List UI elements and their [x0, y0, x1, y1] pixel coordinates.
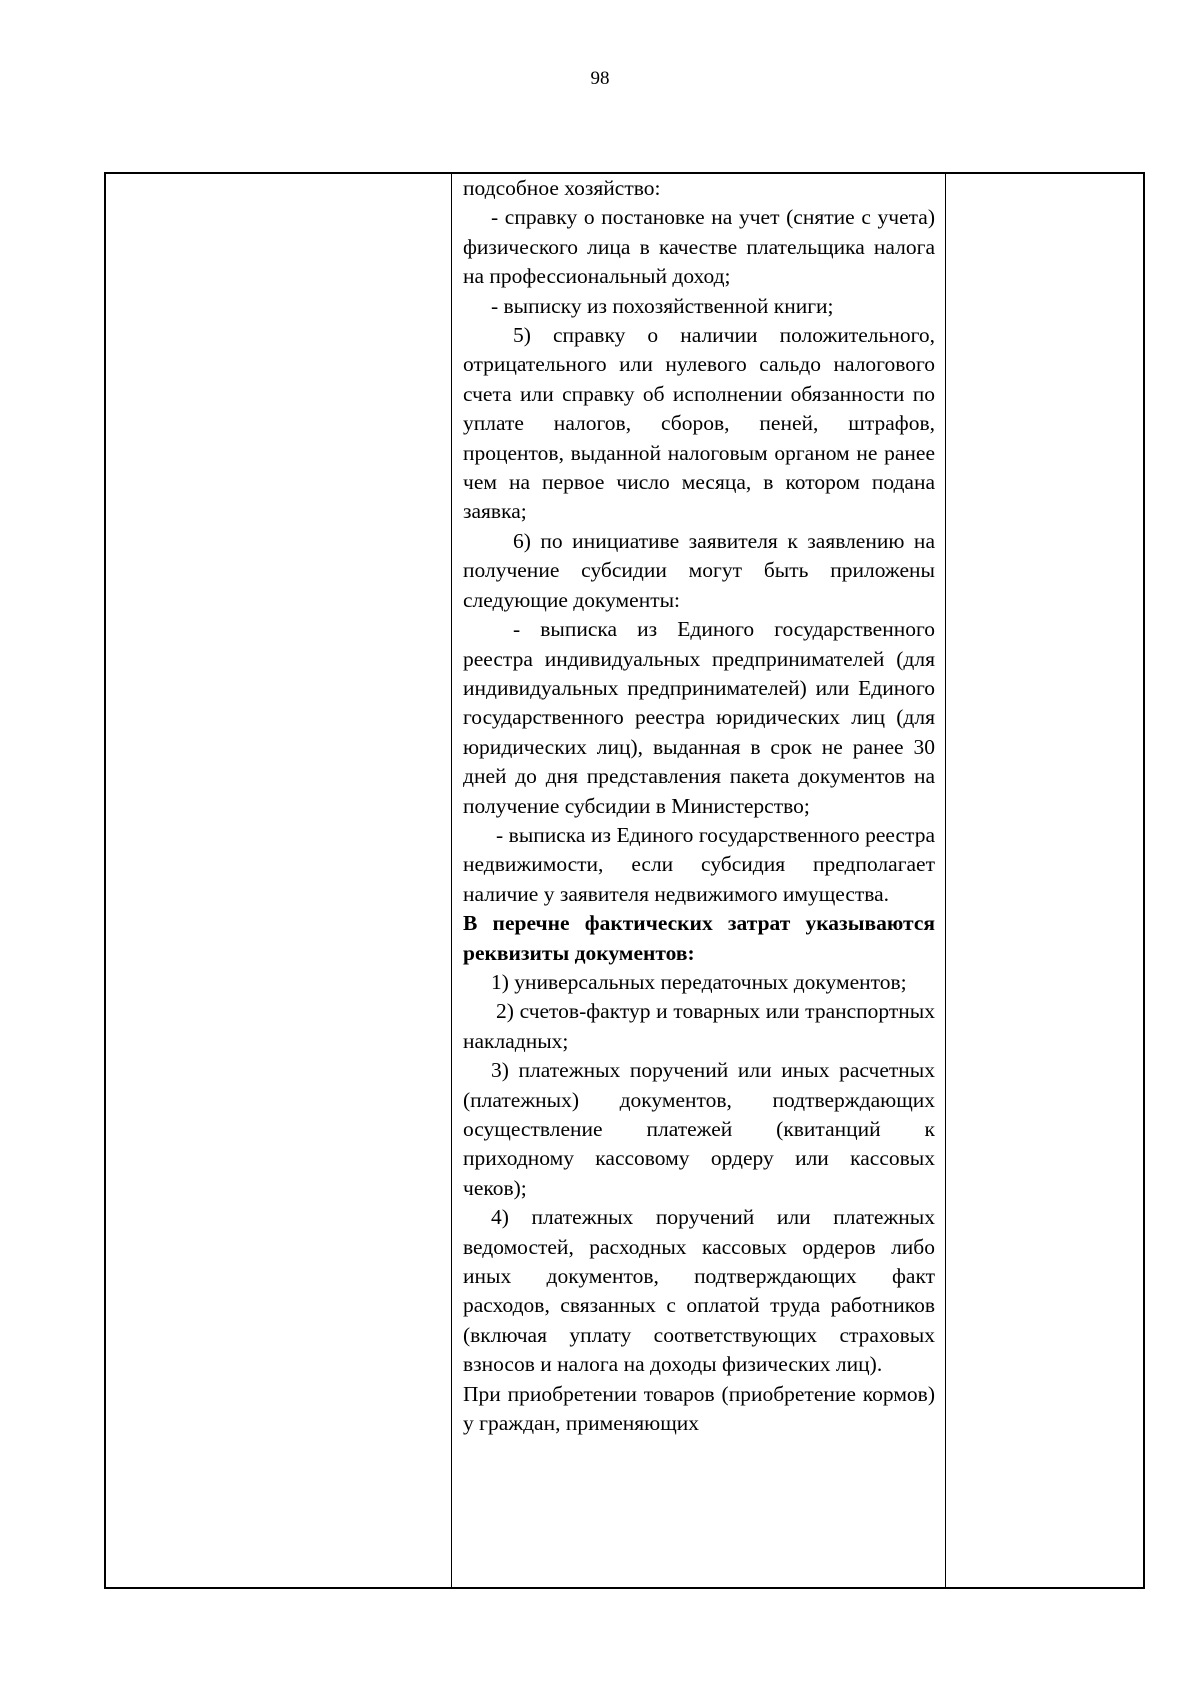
table-cell-right: [946, 174, 1143, 1587]
paragraph-continuation: подсобное хозяйство:: [463, 176, 661, 200]
document-table: [104, 172, 1145, 1589]
paragraph-item-6: 6) по инициативе заявителя к заявлению на получение субсидии могут быть приложены следующие документы:: [463, 528, 935, 612]
paragraph-item-5: 5) справку о наличии положительного, отрицательного или нулевого сальдо налогового счета или справку об исполнении обязанности по уплате налогов, сборов, пеней, штрафов, процентов, выданной налоговым органом не ранее чем на первое число месяца, в котором подана заявка;: [463, 323, 935, 524]
paragraph-tax-registration: - справку о постановке на учет (снятие с учета) физического лица в качестве плательщика налога на профессиональный доход;: [463, 205, 935, 289]
paragraph-purchase: При приобретении товаров (приобретение кормов) у граждан, применяющих: [463, 1381, 935, 1436]
paragraph-bold-heading: В перечне фактических затрат указываются реквизиты документов:: [463, 911, 935, 965]
table-cell-middle: [452, 174, 946, 1587]
table-cell-left: [106, 174, 452, 1587]
paragraph-doc-4: 4) платежных поручений или платежных ведомостей, расходных кассовых ордеров либо иных документов, подтверждающих факт расходов, связанных с оплатой труда работников (включая уплату соответствующих страховых взносов и налога на доходы физических лиц).: [463, 1205, 935, 1377]
paragraph-egrn-extract: - выписка из Единого государственного реестра недвижимости, если субсидия предполагает наличие у заявителя недвижимого имущества.: [463, 822, 935, 906]
paragraph-doc-2: 2) счетов-фактур и товарных или транспортных накладных;: [463, 999, 935, 1053]
paragraph-egrip-extract: - выписка из Единого государственного реестра индивидуальных предпринимателей (для индивидуальных предпринимателей) или Единого государственного реестра юридических лиц (для юридических лиц), выданная в срок не ранее 30 дней до дня представления пакета документов на получение субсидии в Министерство;: [463, 617, 935, 818]
paragraph-household-book: - выписку из похозяйственной книги;: [491, 293, 834, 318]
paragraph-doc-1: 1) универсальных передаточных документов;: [491, 969, 907, 994]
page-number: 98: [590, 68, 610, 89]
paragraph-doc-3: 3) платежных поручений или иных расчетных (платежных) документов, подтверждающих осуществление платежей (квитанций к приходному кассовому ордеру или кассовых чеков);: [463, 1058, 935, 1200]
